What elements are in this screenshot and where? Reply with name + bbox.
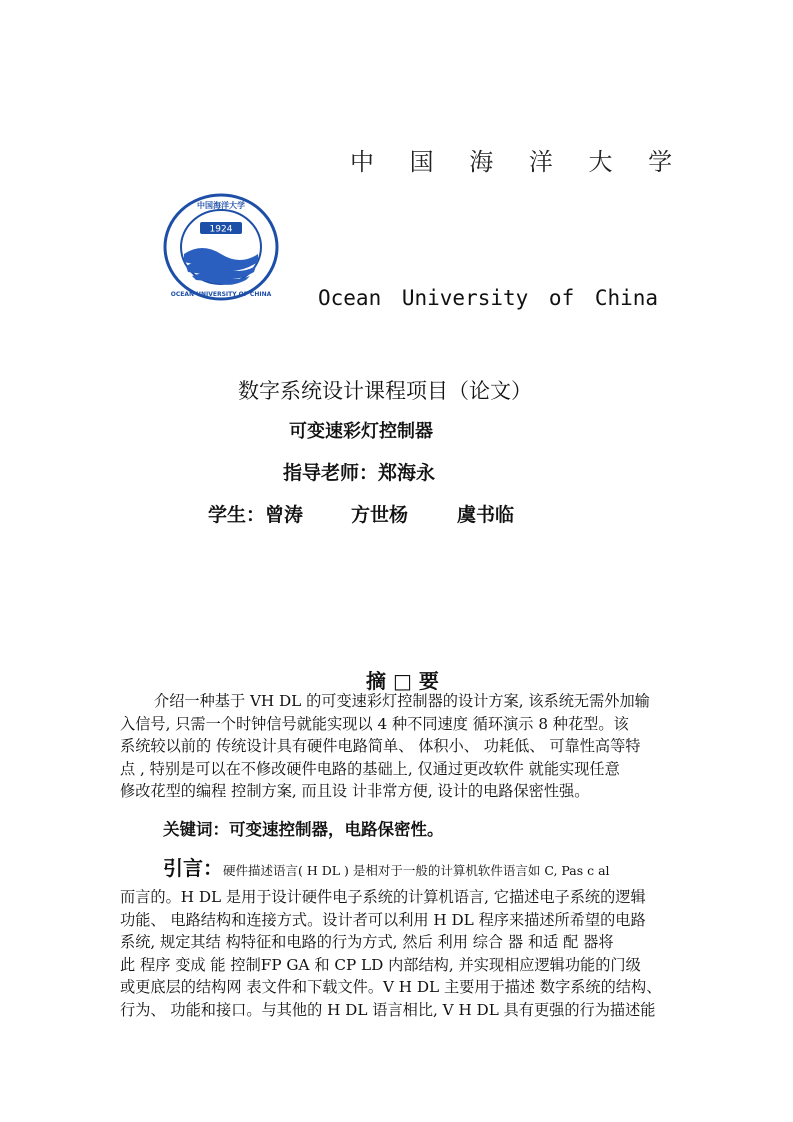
course-title: 数字系统设计课程项目（论文） (238, 379, 532, 403)
intro-line: 功能、 电路结构和连接方式。设计者可以利用 H DL 程序来描述所希望的电路 (120, 910, 646, 929)
intro-line: 或更底层的结构网 表文件和下载文件。V H DL 主要用于描述 数字系统的结构、 (120, 978, 662, 996)
university-name-en: Ocean University of China (318, 286, 659, 310)
intro-label: 引言： (163, 856, 223, 880)
intro-line: 而言的。H DL 是用于设计硬件电子系统的计算机语言, 它描述电子系统的逻辑 (120, 888, 646, 906)
abstract-line: 修改花型的编程 控制方案, 而且设 计非常方便, 设计的电路保密性强。 (120, 782, 590, 800)
intro-line: 行为、 功能和接口。与其他的 H DL 语言相比, V H DL 具有更强的行为描述能 (120, 1000, 656, 1019)
intro-body (120, 853, 676, 1021)
project-title: 可变速彩灯控制器 (289, 421, 433, 442)
abstract-body (120, 690, 676, 803)
advisor-line: 指导老师：郑海永 (283, 462, 436, 484)
university-name-cn: 中 国 海 洋 大 学 (350, 148, 687, 176)
intro-line: 系统, 规定其结 构特征和电路的行为方式, 然后 利用 综合 器 和适 配 器将 (120, 933, 614, 951)
intro-line: 此 程序 变成 能 控制FP GA 和 CP LD 内部结构, 并实现相应逻辑功能的门级 (120, 955, 641, 974)
students-label: 学生： (208, 504, 266, 526)
logo-en-ring-text: OCEAN UNIVERSITY OF CHINA (170, 291, 272, 298)
abstract-line: 点 , 特别是可以在不修改硬件电路的基础上, 仅通过更改软件 就能实现任意 (120, 759, 620, 778)
student-name: 方世杨 (351, 504, 409, 526)
university-logo (162, 192, 280, 302)
abstract-line: 介绍一种基于 VH DL 的可变速彩灯控制器的设计方案, 该系统无需外加输 (154, 692, 650, 710)
abstract-line: 入信号, 只需一个时钟信号就能实现以 4 种不同速度 循环演示 8 种花型。该 (120, 714, 629, 733)
students-line (208, 500, 514, 527)
student-name: 虞书临 (457, 504, 515, 526)
abstract-heading: 摘 □ 要 (366, 669, 439, 693)
abstract-line: 系统较以前的 传统设计具有硬件电路简单、 体积小、 功耗低、 可靠性高等特 (120, 737, 641, 755)
logo-ring-text: 中国海洋大学 (197, 201, 245, 210)
keywords-line: 关键词：可变速控制器，电路保密性。 (163, 820, 444, 839)
student-name: 曾涛 (265, 504, 304, 526)
intro-first-line: 硬件描述语言( H DL ) 是相对于一般的计算机软件语言如 C, Pas c al (223, 863, 610, 878)
logo-year: 1924 (209, 224, 233, 235)
